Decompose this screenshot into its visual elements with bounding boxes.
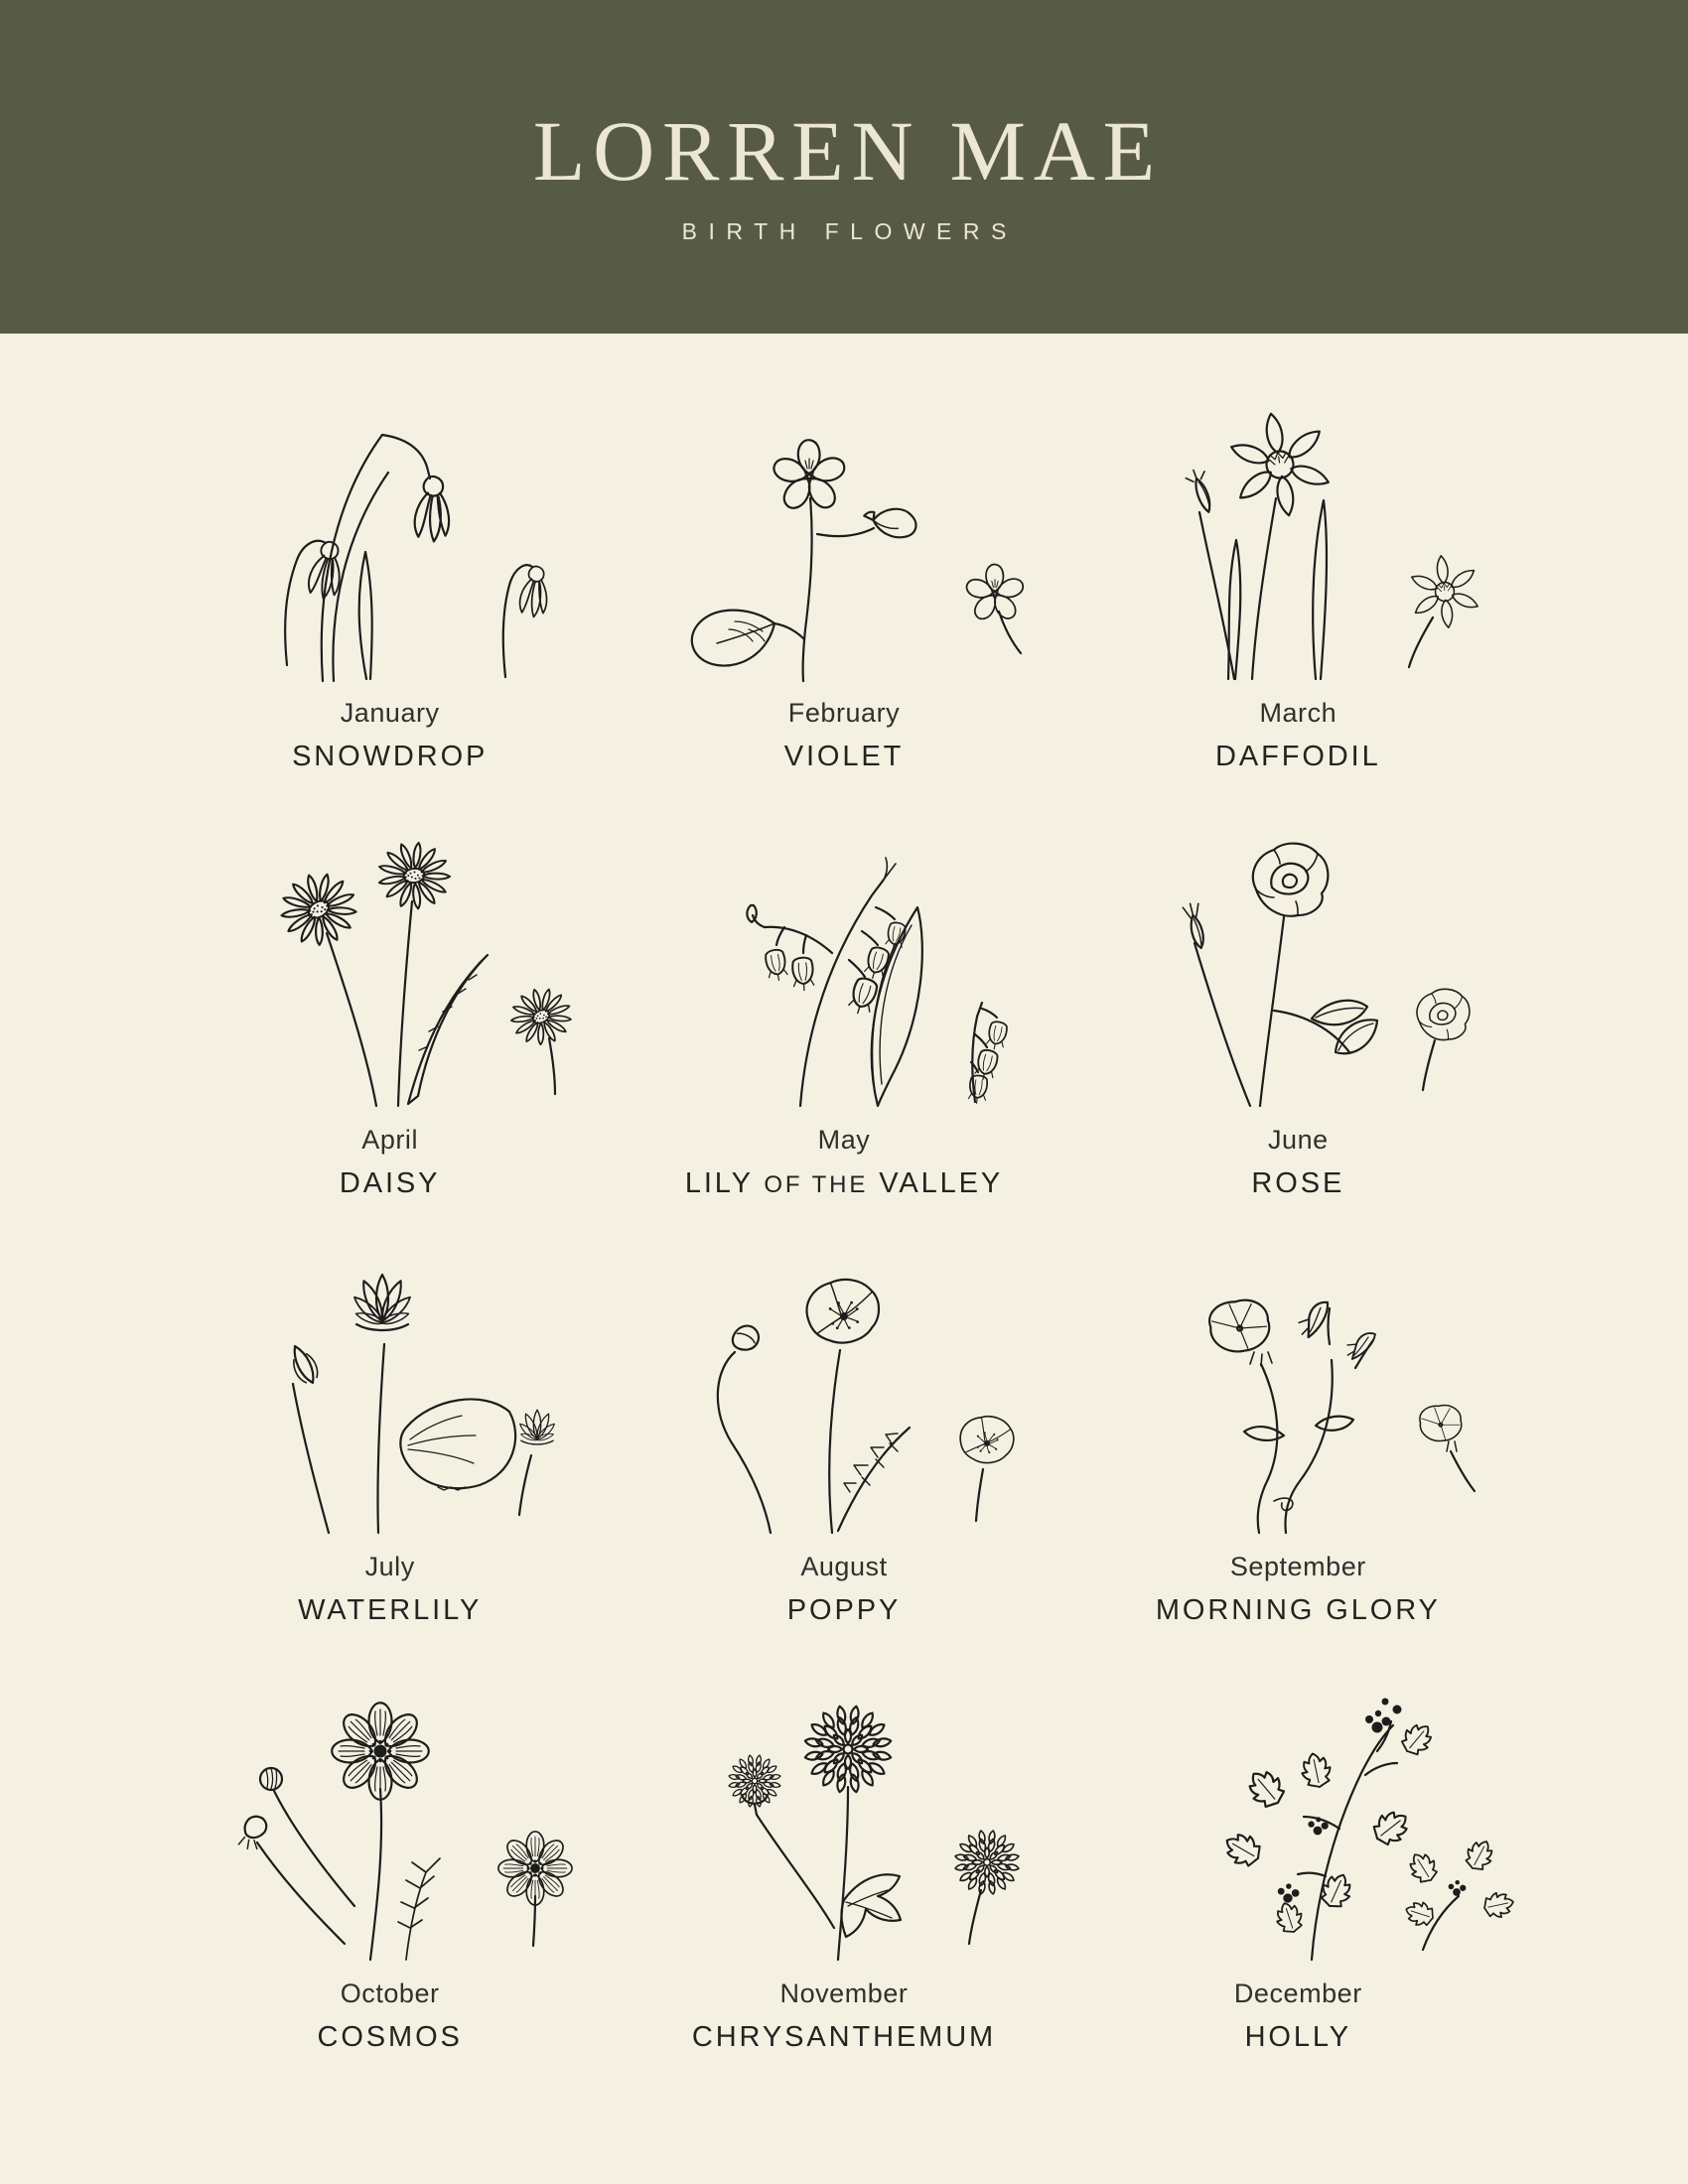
month-label: March <box>1259 698 1337 728</box>
rose-illustration <box>1079 814 1516 1112</box>
month-label: February <box>787 698 901 728</box>
header-band <box>0 0 1688 334</box>
month-cell <box>163 387 617 814</box>
month-cell <box>617 387 1070 814</box>
violet-illustration <box>626 387 1062 685</box>
flower-name: HOLLY <box>1244 2020 1352 2053</box>
holly-illustration <box>1079 1668 1516 1966</box>
month-cell <box>1071 387 1525 814</box>
month-label: May <box>817 1125 871 1155</box>
morning-glory-illustration <box>1079 1241 1516 1539</box>
cosmos-illustration <box>172 1668 609 1966</box>
month-cell <box>163 1241 617 1668</box>
month-label: December <box>1233 1979 1362 2008</box>
flower-name: DAISY <box>339 1166 441 1199</box>
header-subtitle: BIRTH FLOWERS <box>681 218 1018 244</box>
month-label: November <box>779 1979 909 2008</box>
poppy-illustration <box>626 1241 1062 1539</box>
flower-name: MORNING GLORY <box>1155 1593 1441 1626</box>
month-label: July <box>364 1552 415 1581</box>
month-cell <box>1071 1668 1525 2095</box>
flower-name: ROSE <box>1251 1166 1345 1199</box>
month-label: January <box>340 698 440 728</box>
brand-title: LORREN MAE <box>532 103 1163 199</box>
month-cell <box>163 814 617 1241</box>
month-cell <box>163 1668 617 2095</box>
flower-name: COSMOS <box>317 2020 463 2053</box>
chrysanthemum-illustration <box>626 1668 1062 1966</box>
month-label: June <box>1267 1125 1329 1155</box>
month-label: September <box>1229 1552 1366 1581</box>
month-cell <box>617 1668 1070 2095</box>
month-label: April <box>361 1125 419 1155</box>
flower-name: POPPY <box>786 1593 902 1626</box>
flower-name: LILY OF THE VALLEY <box>684 1166 1004 1199</box>
month-cell <box>1071 1241 1525 1668</box>
snowdrop-illustration <box>172 387 609 685</box>
month-cell <box>617 1241 1070 1668</box>
flower-name: WATERLILY <box>298 1593 483 1626</box>
flower-name: DAFFODIL <box>1215 740 1381 772</box>
lily-of-the-valley-illustration <box>626 814 1062 1112</box>
month-cell <box>1071 814 1525 1241</box>
month-label: October <box>340 1979 440 2008</box>
flower-name: CHRYSANTHEMUM <box>691 2020 997 2053</box>
daffodil-illustration <box>1079 387 1516 685</box>
waterlily-illustration <box>172 1241 609 1539</box>
daisy-illustration <box>172 814 609 1112</box>
flower-name: VIOLET <box>783 740 905 772</box>
flower-grid <box>163 387 1525 2095</box>
month-cell <box>617 814 1070 1241</box>
month-label: August <box>800 1552 888 1581</box>
flower-name: SNOWDROP <box>292 740 489 772</box>
